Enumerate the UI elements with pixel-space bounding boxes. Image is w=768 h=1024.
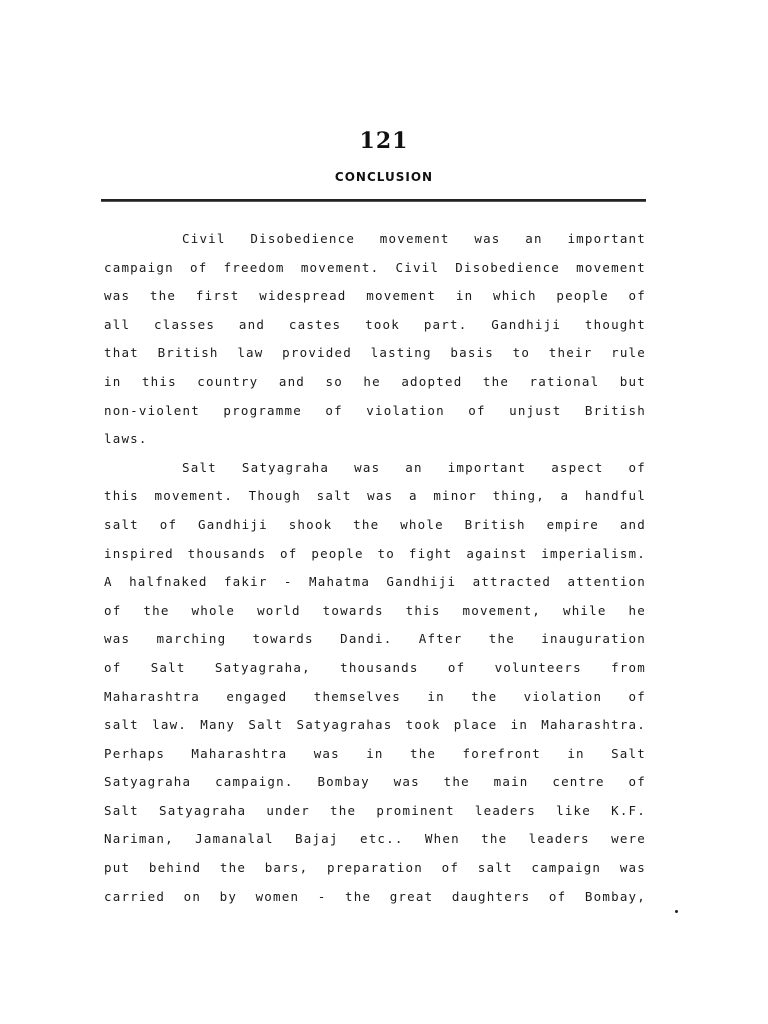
paragraph-2-line: A halfnaked fakir - Mahatma Gandhiji attracted attention [104,574,646,590]
section-heading: CONCLUSION [334,170,434,184]
body-text [104,229,646,915]
paragraph-1-line: laws. [104,431,148,447]
paragraph-2-line: Salt Satyagraha under the prominent leaders like K.F. [104,802,646,818]
paragraph-1-line: campaign of freedom movement. Civil Disobedience movement [104,259,646,275]
paragraph-2-line: Salt Satyagraha was an important aspect of [182,459,646,475]
paragraph-2-line: was marching towards Dandi. After the inauguration [104,631,646,647]
paragraph-1-line: non-violent programme of violation of unjust British [104,402,646,418]
paragraph-2-line: Satyagraha campaign. Bombay was the main centre of [104,774,646,790]
paragraph-2-line: this movement. Though salt was a minor thing, a handful [104,488,646,504]
paragraph-1-line: all classes and castes took part. Gandhiji thought [104,316,646,332]
paragraph-2-line: salt law. Many Salt Satyagrahas took place in Maharashtra. [104,717,646,733]
paragraph-2-line: of Salt Satyagraha, thousands of volunteers from [104,659,646,675]
paragraph-2-line: of the whole world towards this movement, while he [104,602,646,618]
paragraph-1-line: was the first widespread movement in which people of [104,288,646,304]
paragraph-2-line: Perhaps Maharashtra was in the forefront in Salt [104,745,646,761]
paragraph-2-line: carried on by women - the great daughters of Bombay, [104,888,646,904]
paragraph-1-line: in this country and so he adopted the rational but [104,373,646,389]
paragraph-1-line: Civil Disobedience movement was an important [182,231,646,246]
page-number: 121 [359,128,409,154]
paragraph-1-line: that British law provided lasting basis to their rule [104,345,646,361]
scan-speck [675,910,678,913]
paragraph-2-line: Nariman, Jamanalal Bajaj etc.. When the leaders were [104,831,646,847]
heading-rule [101,199,646,202]
paragraph-2-line: put behind the bars, preparation of salt campaign was [104,860,646,876]
paragraph-2-line: Maharashtra engaged themselves in the violation of [104,688,646,704]
paragraph-2-line: inspired thousands of people to fight against imperialism. [104,545,646,561]
paragraph-2-line: salt of Gandhiji shook the whole British empire and [104,516,646,532]
